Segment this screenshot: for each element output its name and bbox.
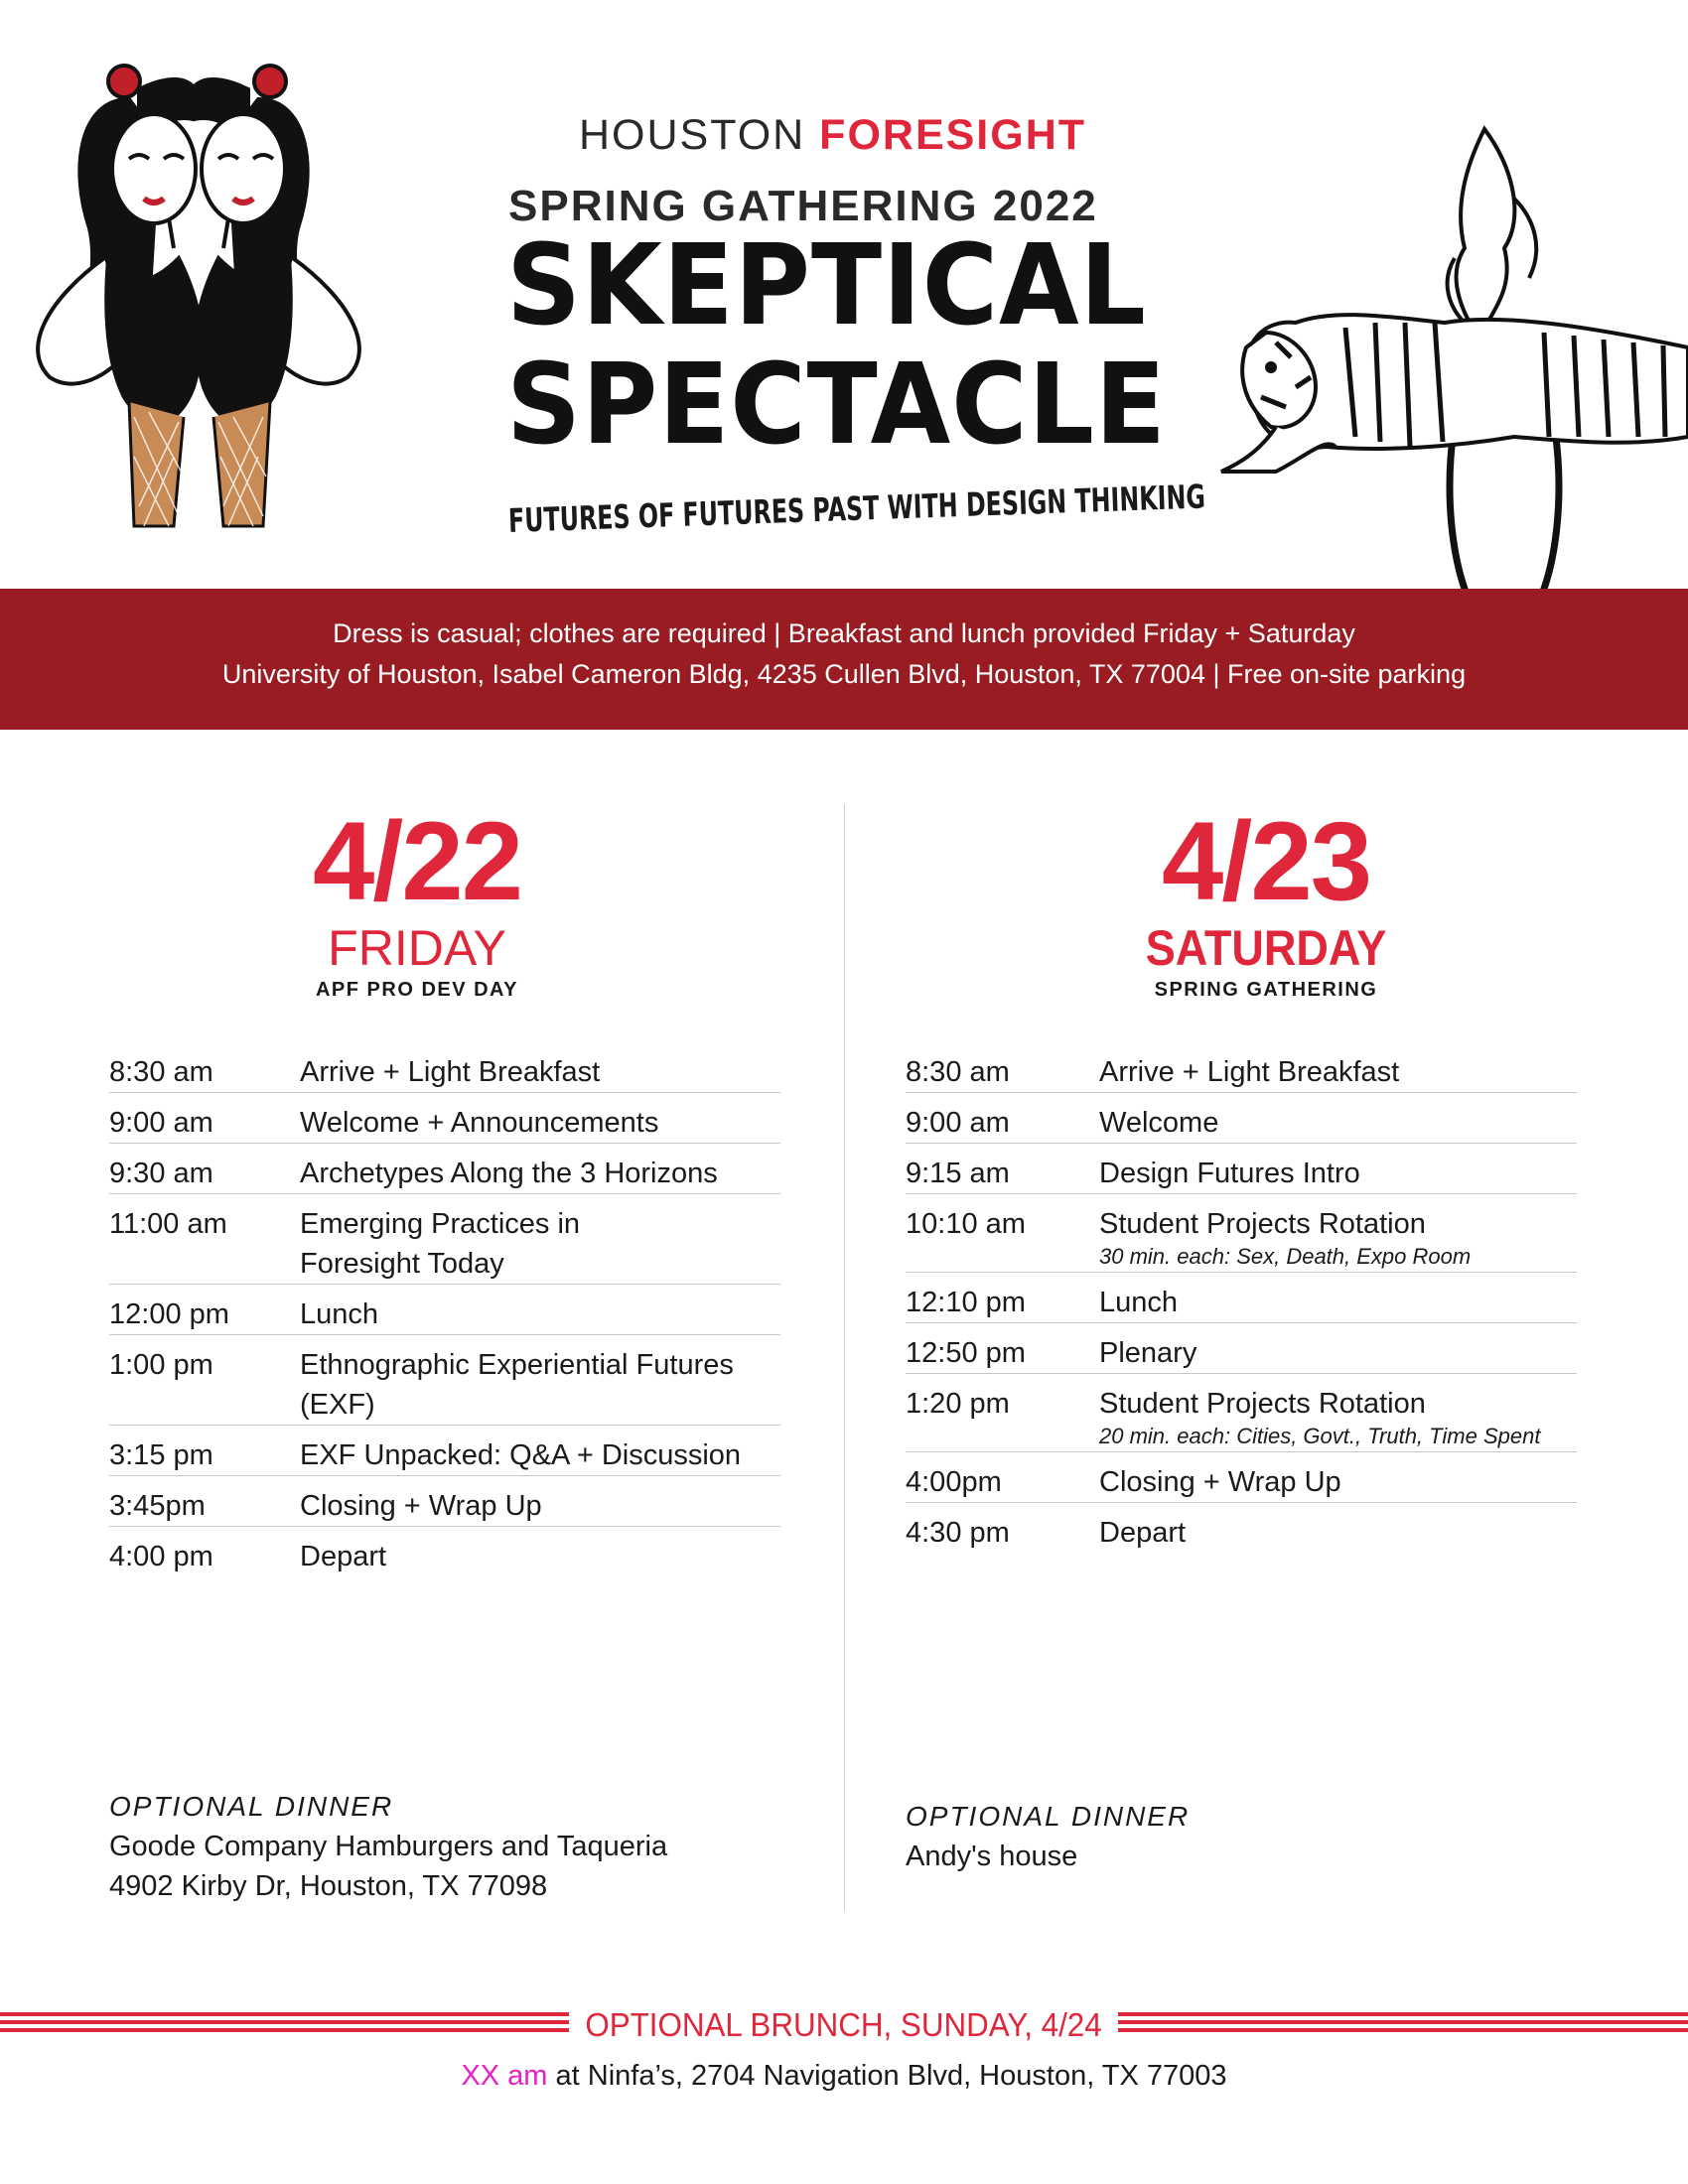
friday-schedule (109, 1042, 780, 1576)
schedule-row (109, 1285, 780, 1335)
brunch-banner (0, 2005, 1688, 2045)
event-tagline: FUTURES OF FUTURES PAST WITH DESIGN THINKING (507, 477, 1206, 540)
schedule-event (1099, 1052, 1577, 1092)
schedule-event-title: Closing + Wrap Up (300, 1490, 542, 1522)
schedule-event (300, 1052, 780, 1092)
schedule-time: 12:00 pm (109, 1298, 229, 1330)
schedule-event-note: 30 min. each: Sex, Death, Expo Room (1099, 1244, 1472, 1269)
schedule-time: 12:50 pm (906, 1337, 1026, 1369)
schedule-event (300, 1154, 780, 1193)
info-dress-meals: Dress is casual; clothes are required | Breakfast and lunch provided Friday + Saturday (333, 618, 1355, 648)
schedule-event-title: Lunch (1099, 1287, 1179, 1318)
schedule-event-title: Plenary (1099, 1337, 1197, 1369)
schedule-event-title: Design Futures Intro (1099, 1158, 1360, 1189)
schedule-time: 9:30 am (109, 1158, 213, 1189)
schedule-event-note: 20 min. each: Cities, Govt., Truth, Time Spent (1099, 1424, 1541, 1448)
schedule-event-title: Depart (1099, 1517, 1187, 1549)
schedule-time: 10:10 am (906, 1208, 1026, 1240)
schedule-event-title: EXF Unpacked: Q&A + Discussion (300, 1439, 742, 1471)
schedule-event (300, 1295, 780, 1334)
saturday-day-name: SATURDAY (1145, 920, 1387, 976)
schedule-event-title: Ethnographic Experiential Futures (EXF) (300, 1349, 734, 1421)
brand-plain: HOUSTON (579, 111, 820, 159)
schedule-event-title: Archetypes Along the 3 Horizons (300, 1158, 718, 1189)
schedule-time: 4:00 pm (109, 1541, 213, 1572)
saturday-subtitle: SPRING GATHERING (1154, 979, 1378, 1001)
schedule-row (906, 1194, 1577, 1273)
schedule-event (1099, 1154, 1577, 1193)
schedule-row (906, 1323, 1577, 1374)
schedule-event (300, 1345, 780, 1425)
schedule-time: 11:00 am (109, 1208, 227, 1240)
schedule-event-title: Student Projects Rotation (1099, 1208, 1426, 1240)
schedule-event (300, 1435, 780, 1475)
schedule-event (1099, 1283, 1577, 1322)
schedule-time: 8:30 am (109, 1056, 213, 1088)
schedule-event-title: Arrive + Light Breakfast (300, 1056, 601, 1088)
schedule-event (300, 1204, 780, 1284)
schedule-event (1099, 1103, 1577, 1143)
friday-subtitle: APF PRO DEV DAY (315, 979, 519, 1001)
schedule-row (109, 1093, 780, 1144)
friday-dinner-venue: Goode Company Hamburgers and Taqueria (109, 1831, 668, 1862)
saturday-date: 4/23 (1162, 799, 1370, 923)
schedule-row (906, 1503, 1577, 1553)
schedule-time: 4:30 pm (906, 1517, 1010, 1549)
schedule-event (300, 1537, 780, 1576)
schedule-row (109, 1194, 780, 1285)
brunch-detail (0, 2060, 1688, 2093)
saturday-heading (1117, 799, 1415, 1002)
info-venue-parking: University of Houston, Isabel Cameron Bldg, 4235 Cullen Blvd, Houston, TX 77004 | Free on-site parking (221, 659, 1467, 689)
schedule-row (109, 1335, 780, 1426)
schedule-time: 8:30 am (906, 1056, 1010, 1088)
schedule-row (906, 1374, 1577, 1452)
schedule-row (906, 1093, 1577, 1144)
brunch-title: OPTIONAL BRUNCH, SUNDAY, 4/24 (585, 2006, 1102, 2043)
friday-heading (268, 799, 566, 1002)
friday-dinner (109, 1787, 745, 1906)
schedule-time: 1:00 pm (109, 1349, 213, 1381)
brunch-location: at Ninfa’s, 2704 Navigation Blvd, Houston, TX 77003 (547, 2060, 1227, 2092)
schedule-time: 4:00pm (906, 1466, 1002, 1498)
brunch-stripes-right (1118, 2012, 1688, 2038)
schedule-row (109, 1144, 780, 1194)
event-header (0, 0, 1688, 586)
schedule-event-title-line2: Foresight Today (300, 1248, 504, 1280)
schedule-row (906, 1042, 1577, 1093)
saturday-dinner-venue: Andy's house (906, 1841, 1078, 1872)
schedule-row (109, 1527, 780, 1576)
schedule-row (109, 1042, 780, 1093)
schedule-row (906, 1144, 1577, 1194)
schedule-row (906, 1273, 1577, 1323)
schedule-event (1099, 1513, 1577, 1553)
schedule-row (906, 1452, 1577, 1503)
brunch-time-placeholder: XX am (461, 2060, 548, 2092)
schedule-event-title: Student Projects Rotation (1099, 1388, 1426, 1420)
friday-date: 4/22 (313, 799, 521, 923)
schedule-event-title: Emerging Practices in (300, 1208, 581, 1240)
brand-accent: FORESIGHT (819, 111, 1087, 159)
brand-title (579, 111, 1095, 160)
saturday-dinner-label: OPTIONAL DINNER (906, 1801, 1191, 1832)
tiger-hoop-illustration (1216, 109, 1688, 625)
column-divider (844, 804, 845, 1911)
event-title-line1: SKEPTICAL (506, 221, 1147, 350)
event-subtitle: SPRING GATHERING 2022 (508, 182, 1098, 230)
showgirl-twins-illustration (10, 60, 586, 596)
schedule-time: 9:00 am (109, 1107, 213, 1139)
schedule-event (1099, 1333, 1577, 1373)
schedule-event-title: Welcome (1099, 1107, 1219, 1139)
event-title-line2: SPECTACLE (506, 341, 1167, 470)
schedule-event-title: Lunch (300, 1298, 379, 1330)
schedule-event-title: Depart (300, 1541, 387, 1572)
schedule-event (300, 1103, 780, 1143)
friday-dinner-address: 4902 Kirby Dr, Houston, TX 77098 (109, 1870, 548, 1902)
schedule-event (1099, 1384, 1577, 1451)
event-info-band (0, 589, 1688, 730)
schedule-event (1099, 1462, 1577, 1502)
friday-dinner-label: OPTIONAL DINNER (109, 1791, 394, 1822)
schedule-time: 9:15 am (906, 1158, 1010, 1189)
schedule-event (1099, 1204, 1577, 1272)
saturday-schedule (906, 1042, 1577, 1553)
friday-day-name: FRIDAY (328, 920, 506, 976)
schedule-row (109, 1426, 780, 1476)
schedule-event-title: Arrive + Light Breakfast (1099, 1056, 1400, 1088)
schedule-time: 1:20 pm (906, 1388, 1010, 1420)
schedule-time: 12:10 pm (906, 1287, 1026, 1318)
schedule-time: 3:45pm (109, 1490, 206, 1522)
schedule-row (109, 1476, 780, 1527)
saturday-dinner (906, 1797, 1541, 1876)
schedule-event-title: Welcome + Announcements (300, 1107, 659, 1139)
schedule-time: 9:00 am (906, 1107, 1010, 1139)
schedule-time: 3:15 pm (109, 1439, 213, 1471)
schedule-event-title: Closing + Wrap Up (1099, 1466, 1341, 1498)
brunch-stripes-left (0, 2012, 569, 2038)
schedule-event (300, 1486, 780, 1526)
